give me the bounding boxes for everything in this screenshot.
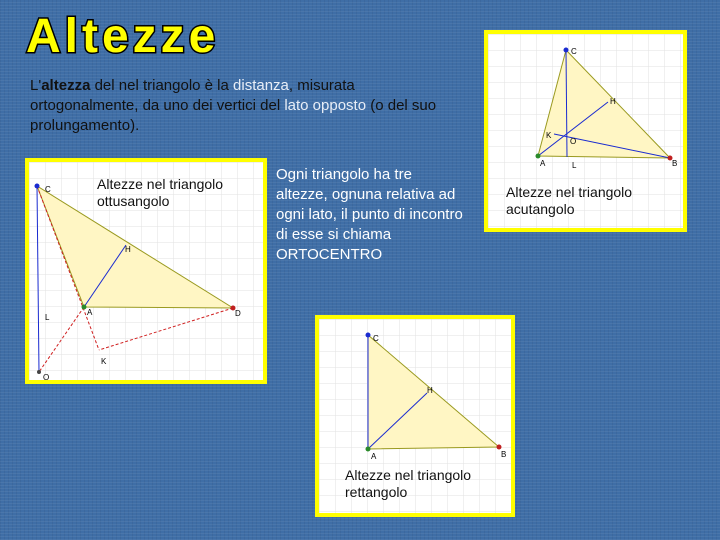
label-l: L: [572, 161, 577, 170]
label-a: A: [87, 308, 93, 317]
orthocenter-text: Ogni triangolo ha tre altezze, ognuna relativa ad ogni lato, il punto di incontro di esse si chiama: [276, 166, 463, 243]
point-b: [497, 445, 502, 450]
label-a: A: [540, 159, 546, 168]
acute-triangle-figure: [484, 30, 687, 232]
title-wordart: [22, 6, 262, 62]
label-a: A: [371, 452, 377, 461]
label-l: L: [45, 313, 50, 322]
label-c: C: [45, 185, 51, 194]
label-c: C: [571, 47, 577, 56]
label-h: H: [125, 245, 131, 254]
intro-text: L': [30, 77, 42, 94]
label-c: C: [373, 334, 379, 343]
label-h: H: [427, 386, 433, 395]
caption-line: Altezze nel triangolo: [345, 467, 472, 483]
caption-line: Altezze nel triangolo: [97, 176, 224, 192]
orthocenter-term: ORTOCENTRO: [276, 246, 383, 263]
term-distanza: distanza: [233, 77, 289, 94]
point-a: [366, 447, 371, 452]
obtuse-triangle-figure: [25, 158, 267, 384]
label-b: B: [672, 159, 678, 168]
obtuse-caption: [97, 176, 247, 210]
orthocenter-paragraph: [276, 165, 466, 265]
page-title: Altezze: [26, 10, 220, 62]
intro-text: (o del suo prolungamento).: [30, 97, 437, 134]
caption-line: rettangolo: [345, 484, 408, 500]
caption-line: acutangolo: [506, 201, 575, 217]
point-c: [564, 48, 569, 53]
term-altezza: altezza: [41, 77, 91, 94]
intro-text: del nel triangolo è la: [90, 77, 234, 94]
acute-caption: [506, 184, 676, 218]
label-o: O: [43, 373, 50, 380]
point-o: [37, 370, 41, 374]
caption-line: ottusangolo: [97, 193, 170, 209]
label-k: K: [546, 131, 552, 140]
label-o: O: [570, 137, 577, 146]
label-d: D: [235, 309, 241, 318]
term-lato-opposto: lato opposto: [284, 97, 367, 114]
label-b: B: [501, 450, 507, 459]
intro-paragraph: [30, 76, 450, 136]
caption-line: Altezze nel triangolo: [506, 184, 633, 200]
point-c: [366, 333, 371, 338]
right-triangle-figure: [315, 315, 515, 517]
right-caption: [345, 467, 515, 501]
intro-text: , misurata ortogonalmente, da uno dei vertici del: [30, 77, 355, 114]
label-k: K: [101, 357, 107, 366]
point-a: [82, 305, 87, 310]
label-h: H: [610, 97, 616, 106]
point-a: [536, 154, 541, 159]
point-c: [35, 184, 40, 189]
